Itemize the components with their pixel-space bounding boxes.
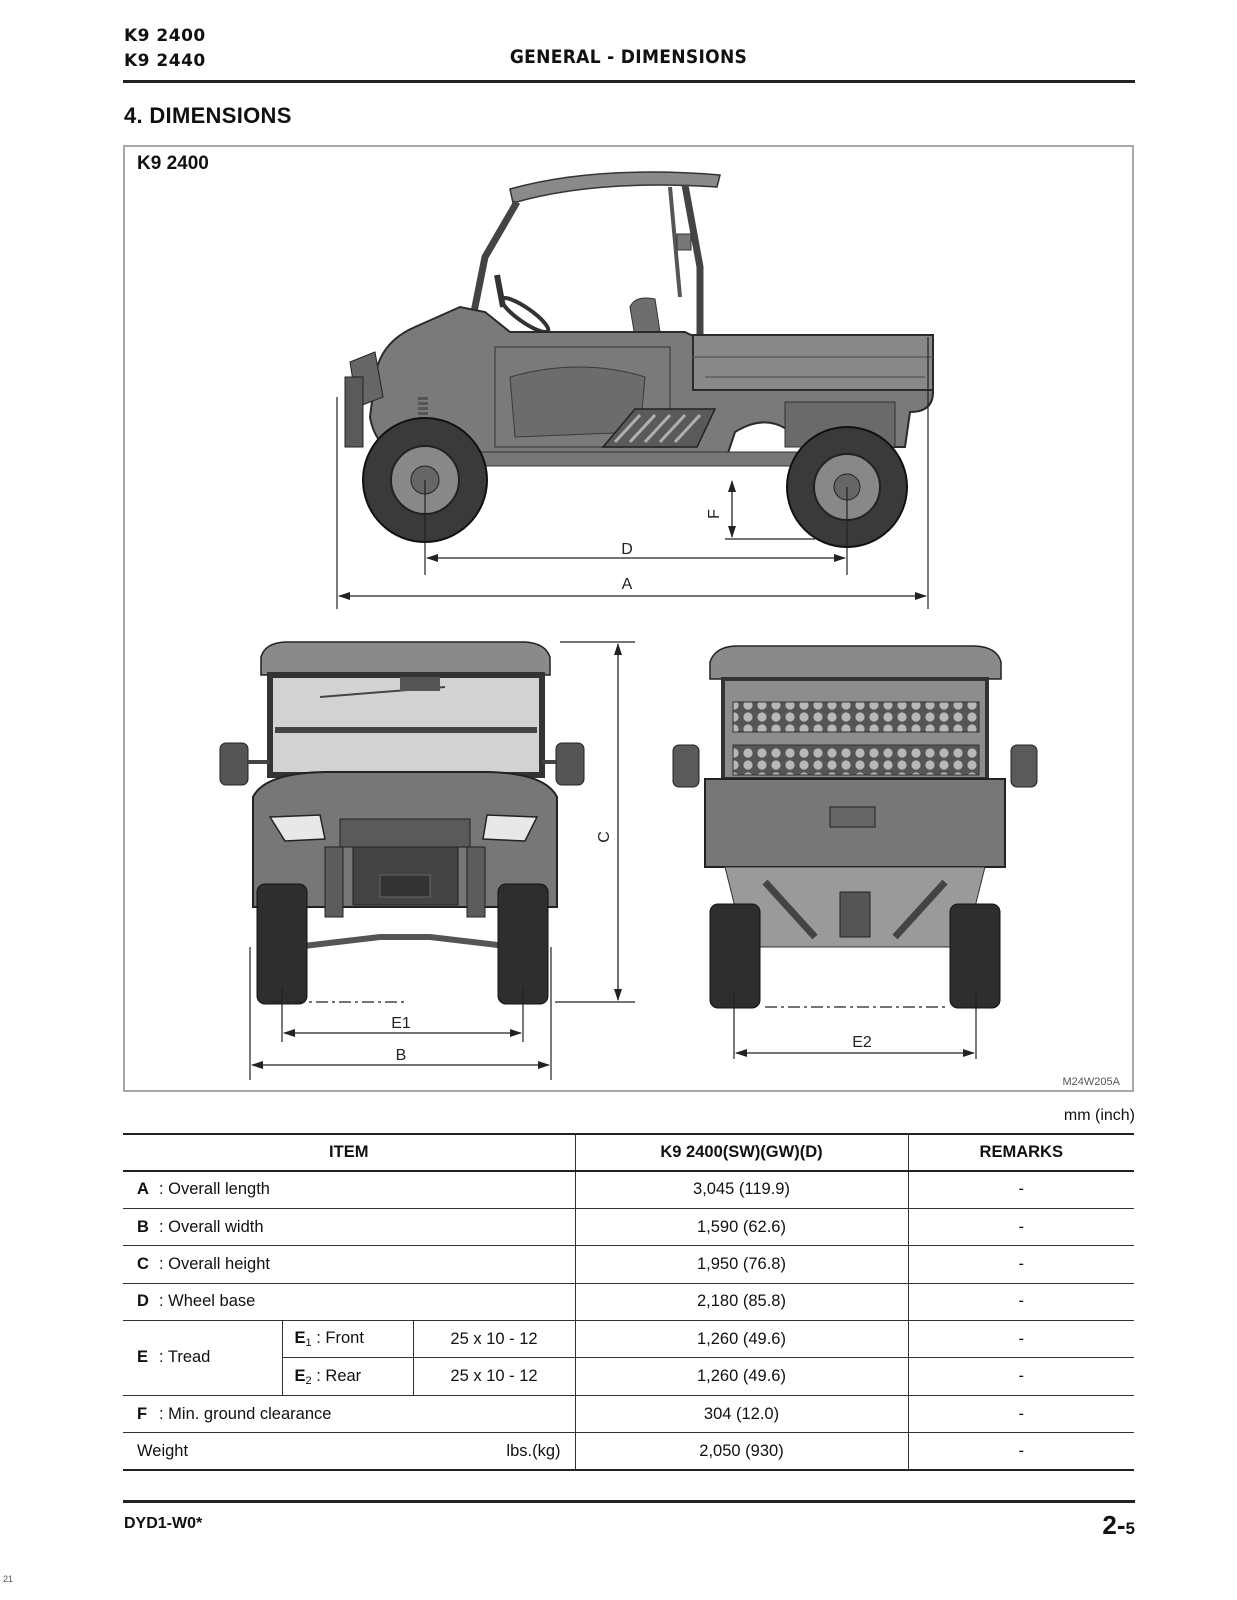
label-f: F (706, 509, 723, 519)
dimensions-table (123, 1133, 1134, 1471)
row-remark: - (908, 1246, 1134, 1283)
row-value: 1,950 (76.8) (575, 1246, 908, 1283)
weight-value: 2,050 (930) (575, 1433, 908, 1470)
label-e2: E2 (852, 1034, 872, 1051)
row-letter: A (137, 1180, 149, 1199)
footer-code: DYD1-W0* (124, 1515, 203, 1532)
row-value: 1,590 (62.6) (575, 1208, 908, 1245)
tread-cell (123, 1321, 282, 1396)
row-label: : Min. ground clearance (159, 1404, 332, 1423)
dimensions-figure (123, 145, 1134, 1092)
row-letter: C (137, 1254, 149, 1273)
label-b: B (395, 1047, 407, 1064)
figure-model-label: K9 2400 (137, 153, 209, 174)
row-label: : Tread (159, 1348, 211, 1367)
header-remarks: REMARKS (908, 1134, 1134, 1171)
row-letter: E (137, 1348, 149, 1367)
row-value: 304 (12.0) (575, 1395, 908, 1432)
row-value: 3,045 (119.9) (575, 1171, 908, 1208)
tread-rear-label: : Rear (316, 1366, 362, 1385)
weight-label: Weight (137, 1441, 189, 1460)
rear-view (673, 646, 1037, 1059)
units-note: mm (inch) (1063, 1107, 1135, 1124)
header-item: ITEM (123, 1134, 575, 1171)
row-letter: F (137, 1404, 148, 1423)
tread-rear-sub: 2 (305, 1374, 312, 1387)
tread-rear-remark: - (908, 1358, 1134, 1395)
table-row (123, 1395, 1134, 1432)
table-row (123, 1283, 1134, 1320)
page-minor: 5 (1125, 1519, 1135, 1538)
section-title: 4. DIMENSIONS (124, 103, 292, 128)
label-e1: E1 (391, 1015, 411, 1032)
tread-rear-letter: E (294, 1366, 306, 1385)
table-row (123, 1246, 1134, 1283)
tread-rear-tire: 25 x 10 - 12 (413, 1358, 575, 1395)
row-label: : Wheel base (159, 1292, 256, 1311)
page-number (1102, 1510, 1135, 1541)
front-view (220, 642, 635, 1080)
tread-front-sub: 1 (305, 1337, 312, 1350)
table-header-row (123, 1134, 1134, 1171)
figure-code: M24W205A (1062, 1076, 1120, 1088)
header-rule (123, 80, 1135, 83)
side-view (337, 172, 933, 609)
page-major: 2- (1102, 1510, 1126, 1540)
row-remark: - (908, 1208, 1134, 1245)
corner-number: 21 (3, 1574, 14, 1584)
row-value: 2,180 (85.8) (575, 1283, 908, 1320)
label-a: A (621, 576, 633, 593)
tread-front-letter: E (294, 1329, 306, 1348)
row-label: : Overall length (159, 1180, 270, 1199)
row-letter: D (137, 1292, 149, 1311)
header-model: K9 2400(SW)(GW)(D) (575, 1134, 908, 1171)
tread-front-label: : Front (316, 1329, 364, 1348)
vehicle-drawings (125, 147, 1132, 1090)
table-row (123, 1171, 1134, 1208)
tread-front-tire: 25 x 10 - 12 (413, 1321, 575, 1358)
header-model-2: K9 2440 (124, 51, 206, 71)
weight-remark: - (908, 1433, 1134, 1470)
label-d: D (621, 541, 633, 558)
tread-front-value: 1,260 (49.6) (575, 1321, 908, 1358)
table-row-weight (123, 1433, 1134, 1470)
table-row-tread-front (123, 1321, 1134, 1358)
row-remark: - (908, 1283, 1134, 1320)
row-remark: - (908, 1171, 1134, 1208)
row-letter: B (137, 1217, 149, 1236)
table-row (123, 1208, 1134, 1245)
weight-unit: lbs.(kg) (506, 1441, 561, 1460)
label-c: C (596, 831, 613, 843)
row-label: : Overall width (159, 1217, 264, 1236)
row-label: : Overall height (159, 1254, 270, 1273)
header-model-1: K9 2400 (124, 26, 206, 46)
footer-rule (123, 1500, 1135, 1503)
tread-rear-value: 1,260 (49.6) (575, 1358, 908, 1395)
row-remark: - (908, 1395, 1134, 1432)
tread-front-remark: - (908, 1321, 1134, 1358)
header-title: GENERAL - DIMENSIONS (509, 46, 748, 68)
